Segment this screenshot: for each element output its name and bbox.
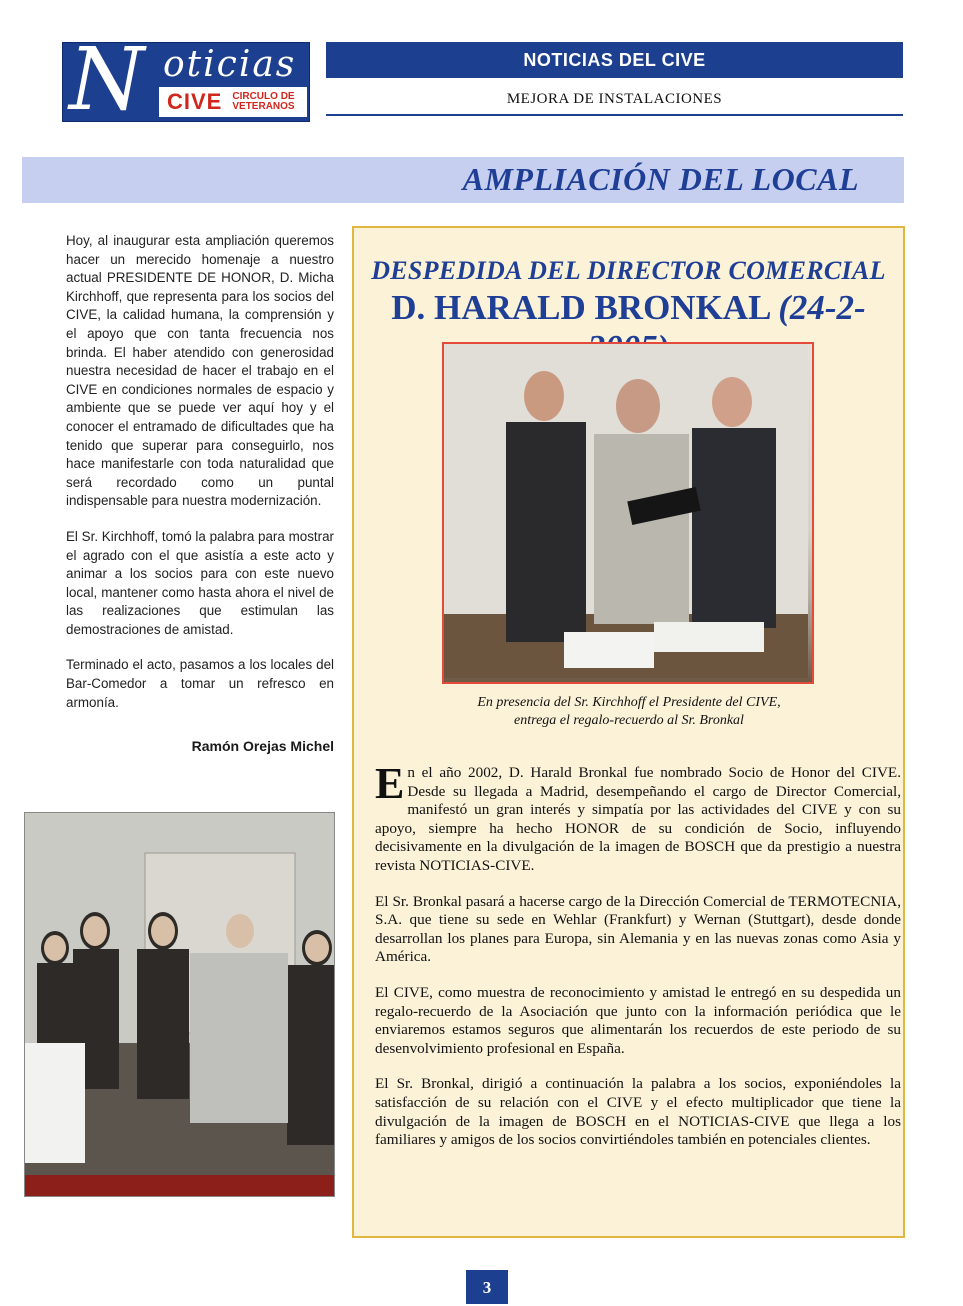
header-bar-title: NOTICIAS DEL CIVE xyxy=(326,42,903,78)
article-subtitle: DESPEDIDA DEL DIRECTOR COMERCIAL xyxy=(371,256,886,285)
logo-circulo-line1: CIRCULO DE xyxy=(232,91,295,102)
photo-caption xyxy=(374,694,884,730)
caption-line1: En presencia del Sr. Kirchhoff el Presidente del CIVE, xyxy=(477,695,781,710)
article-paragraph: El CIVE, como muestra de reconocimiento y amistad le entregó en su despedida un regalo-recuerdo de la Asociación que junto con la información periódica que le enviaremos estamos seguros que alimentarán los recuerdos de este periodo de su desenvolvimiento profesional en España. xyxy=(375,983,901,1057)
logo-circulo-veteranos xyxy=(232,92,294,112)
article-paragraph xyxy=(375,759,901,876)
farewell-article-box xyxy=(352,226,905,1238)
section-banner xyxy=(22,157,904,203)
noticias-cive-logo xyxy=(62,42,310,122)
article-paragraph: El Sr. Bronkal pasará a hacerse cargo de la Dirección Comercial de TERMOTECNIA, S.A. que tiene su sede en Wehlar (Frankfurt) y Wernan (Stuttgart), desde donde desarrollan los planes para Europa, sin Alemania y en las nuevas zonas como Asia y América. xyxy=(375,892,901,966)
left-article xyxy=(66,232,334,729)
left-paragraph: El Sr. Kirchhoff, tomó la palabra para mostrar el agrado con el que asistía a este acto y animar a los socios para con este nuevo local, mantener como hasta ahora el nivel de las realizaciones que estimulan las demostraciones de amistad. xyxy=(66,528,334,637)
logo-word: oticias xyxy=(163,44,297,85)
group-photo-illustration xyxy=(25,813,334,1196)
header-section-title: MEJORA DE INSTALACIONES xyxy=(326,84,903,116)
article-paragraph: El Sr. Bronkal, dirigió a continuación la palabra a los socios, exponiéndoles la satisfacción de su relación con el CIVE y el efecto multiplicador que tiene la divulgación de la imagen de BOSCH en el NOTICIAS-CIVE que llega a los familiares y amigos de los socios convirtiéndoles también en potenciales clientes. xyxy=(375,1075,901,1149)
article-title-name: D. HARALD BRONKAL xyxy=(391,288,770,327)
logo-cive: CIVE xyxy=(167,89,223,114)
logo-circulo-line2: VETERANOS xyxy=(232,101,295,112)
left-paragraph: Terminado el acto, pasamos a los locales del Bar-Comedor a tomar un refresco en armonía. xyxy=(66,657,334,710)
page-number: 3 xyxy=(466,1270,508,1304)
caption-line2: entrega el regalo-recuerdo al Sr. Bronkal xyxy=(514,713,744,728)
dropcap-letter: E xyxy=(375,759,405,808)
banner-title: AMPLIACIÓN DEL LOCAL xyxy=(462,161,859,197)
gift-ceremony-photo xyxy=(442,342,814,684)
logo-script-initial: N xyxy=(69,42,145,122)
left-paragraph: Hoy, al inaugurar esta ampliación queremos hacer un merecido homenaje a nuestro actual PRESIDENTE DE HONOR, D. Micha Kirchhoff, que representa para los socios del CIVE, la calidad humana, la comprensión y el apoyo que con tanta frecuencia nos brinda. El haber atendido con generosidad nuestra necesidad de hacer el trabajo en el CIVE en condiciones normales de espacio y ambiente que se puede ver aquí hoy y el conocer el entramado de dificultades que ha tenido que superar para conseguirlo, nos hace manifestarle con toda naturalidad que será recordado como un puntal indispensable para nuestra modernización. xyxy=(66,233,334,509)
article-title-date: (24-2- xyxy=(778,288,866,327)
gift-ceremony-illustration xyxy=(444,344,808,678)
article-body xyxy=(375,759,901,1167)
group-photo xyxy=(24,812,335,1197)
logo-cive-block xyxy=(159,87,307,117)
article-signature: Ramón Orejas Michel xyxy=(191,738,334,754)
article-paragraph-first: n el año 2002, D. Harald Bronkal fue nombrado Socio de Honor del CIVE. Desde su llegada a Madrid, desempeñando el cargo de Director Comercial, manifestó un gran interés y simpatía por las actividades del CIVE y con su apoyo, siempre ha hecho HONOR de su condición de Socio, influyendo decisivamente en la divulgación de la imagen de BOSCH que da prestigio a nuestra revista NOTICIAS-CIVE. xyxy=(375,764,901,874)
